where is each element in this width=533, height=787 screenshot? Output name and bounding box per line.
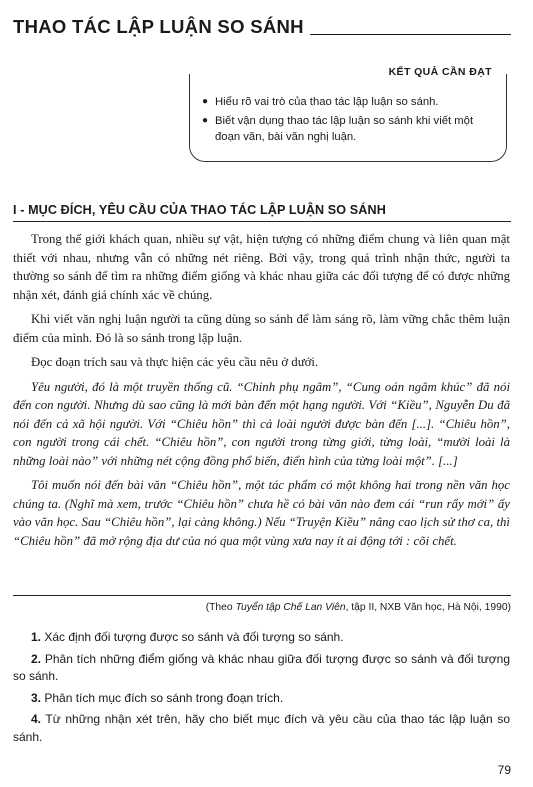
question-text: Từ những nhận xét trên, hãy cho biết mục đích và yêu cầu của thao tác lập luận so sánh. <box>13 712 510 744</box>
learning-goals-list <box>202 94 496 148</box>
section-divider <box>13 221 511 222</box>
question-number: 4. <box>31 712 42 726</box>
source-divider <box>13 595 511 596</box>
learning-goals-box <box>189 66 507 162</box>
lesson-title: THAO TÁC LẬP LUẬN SO SÁNH <box>13 16 304 37</box>
lesson-title-row <box>13 18 511 37</box>
question-item <box>13 629 510 647</box>
page-number: 79 <box>497 763 511 777</box>
question-item <box>13 651 510 686</box>
body-text <box>13 230 510 556</box>
question-number: 3. <box>31 690 42 705</box>
quoted-excerpt-paragraph: Yêu người, đó là một truyền thống cũ. “Chinh phụ ngâm”, “Cung oán ngâm khúc” đã nói đến con người. Nhưng dù sao cũng là mới bàn đến một hạng người. Với “Kiều”, Nguyễn Du đã nói đến cả xã hội người. Với “Chiêu hồn” thì cả loài người được bàn đến [...]. “Chiêu hồn”, con người trong cái chết. “Chiêu hồn”, con người trong từng giới, từng loài, “mười loài là những loài nào” với những nét cộng đồng phổ biến, điển hình của từng loài một”. [...] <box>13 379 510 468</box>
learning-goal-item <box>202 94 496 110</box>
question-item <box>13 690 510 708</box>
question-number: 1. <box>31 630 42 644</box>
learning-goal-text: Biết vận dụng thao tác lập luận so sánh khi viết một đoạn văn, bài văn nghị luận. <box>215 115 474 143</box>
title-underline <box>310 34 511 35</box>
bullet-icon: ● <box>202 96 209 107</box>
learning-goals-heading: KẾT QUẢ CẦN ĐẠT <box>385 66 496 78</box>
question-item <box>13 711 510 746</box>
questions-list <box>13 629 510 750</box>
bullet-icon: ● <box>202 115 209 126</box>
learning-goal-item <box>202 113 496 145</box>
source-citation: (Theo Tuyển tập Chế Lan Viên, tập II, NXB Văn học, Hà Nội, 1990) <box>205 602 511 613</box>
body-paragraph: Khi viết văn nghị luận người ta cũng dùng so sánh để làm sáng rõ, làm vững chắc thêm luận điểm của mình. Đó là so sánh trong lập luận. <box>13 312 510 345</box>
learning-goal-text: Hiểu rõ vai trò của thao tác lập luận so sánh. <box>215 96 439 108</box>
question-text: Phân tích mục đích so sánh trong đoạn trích. <box>41 690 284 705</box>
question-text: Xác định đối tượng được so sánh và đối tượng so sánh. <box>41 630 344 644</box>
body-paragraph: Trong thế giới khách quan, nhiều sự vật, hiện tượng có những điểm chung và liên quan mật thiết với nhau, nhưng vẫn có những nét riêng. Bởi vậy, trong quá trình nhận thức, người ta thường so sánh để tìm ra những điểm giống và khác nhau giữa các đối tượng để có được những nhận xét, đánh giá chính xác về chúng. <box>13 232 510 302</box>
section-title: I - MỤC ĐÍCH, YÊU CẦU CỦA THAO TÁC LẬP LUẬN SO SÁNH <box>13 203 386 217</box>
question-number: 2. <box>31 651 42 666</box>
quoted-excerpt-paragraph: Tôi muốn nói đến bài văn “Chiêu hồn”, một tác phẩm có một không hai trong nền văn học chúng ta. (Nghĩ mà xem, trước “Chiêu hồn” chưa hề có bài văn nào đem cái “run rẩy mới” ấy vào văn học. Sau “Chiêu hồn”, lại càng không.) Nếu “Truyện Kiều” nâng cao lịch sử thơ ca, thì “Chiêu hồn” đã mở rộng địa dư của nó qua một vùng xưa nay ít ai động tới : cõi chết. <box>13 478 510 548</box>
body-paragraph: Đọc đoạn trích sau và thực hiện các yêu cầu nêu ở dưới. <box>31 355 319 369</box>
question-text: Phân tích những điểm giống và khác nhau giữa đối tượng được so sánh và đối tượng so sánh. <box>13 651 510 683</box>
source-work-title: Tuyển tập Chế Lan Viên <box>235 602 346 613</box>
